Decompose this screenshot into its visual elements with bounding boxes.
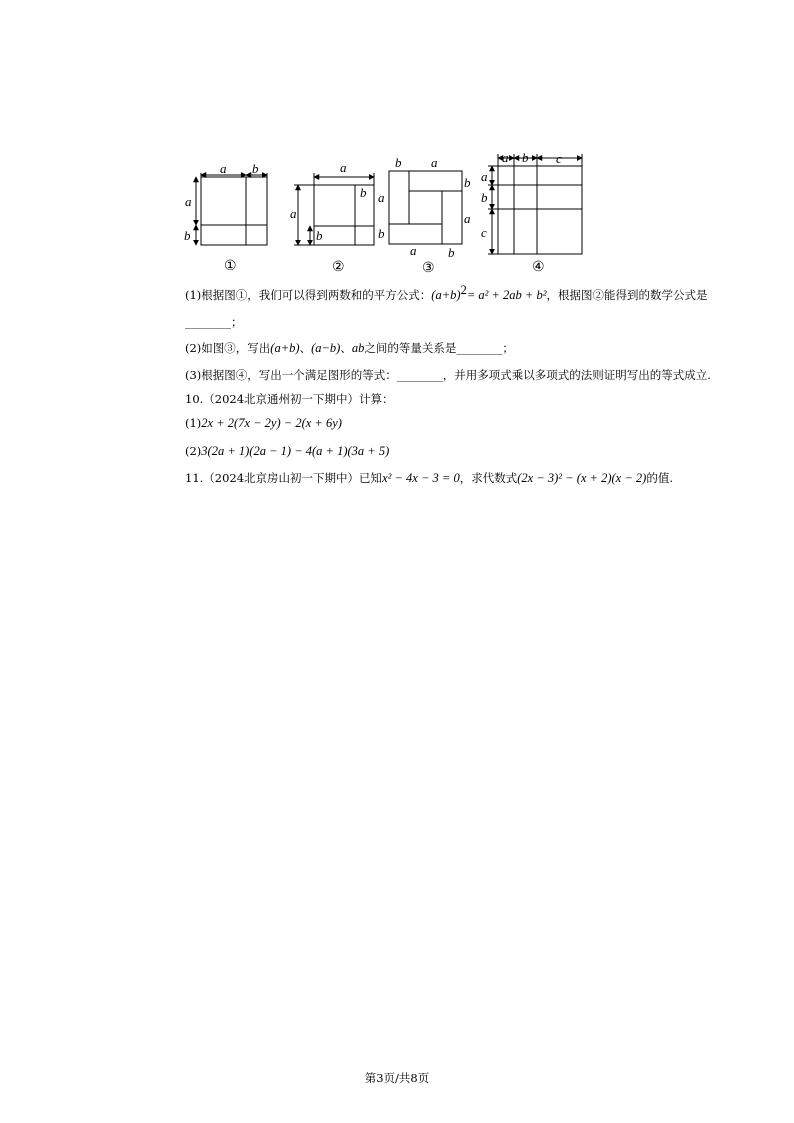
q10-p2-expr: 3(2a + 1)(2a − 1) − 4(a + 1)(3a + 5) — [201, 444, 390, 458]
fig3-square — [389, 171, 462, 244]
q3-blank: ________ — [396, 368, 443, 382]
question-1-answer-line — [185, 314, 243, 330]
q2-term-1: (a+b) — [270, 341, 300, 355]
fig2-label-left-a: a — [290, 206, 297, 221]
fig4-label-left-b: b — [481, 190, 488, 205]
q2-term-3: ab — [351, 341, 365, 355]
fig3-label-bottom-b: b — [448, 245, 455, 260]
q2-mid: 之间的等量关系是 — [364, 341, 457, 355]
q2-term-2: (a−b) — [311, 341, 341, 355]
fig3-number: ③ — [422, 261, 435, 276]
fig1-label-left-a: a — [185, 194, 192, 209]
q2-sep-1: 、 — [299, 341, 312, 355]
q1-formula-lhs: (a+b) — [431, 288, 461, 302]
fig4-label-left-a: a — [481, 169, 488, 184]
fig1-square — [201, 177, 267, 245]
fig1-label-top-a: a — [220, 161, 227, 176]
figures-row — [180, 150, 600, 280]
q3-text-1: (3)根据图④，写出一个满足图形的等式： — [185, 368, 397, 382]
q10-p1-label: (1) — [185, 416, 202, 430]
q1-formula-rhs: = a² + 2ab + b² — [466, 288, 547, 302]
fig4-label-top-b: b — [522, 150, 529, 165]
q2-blank: ________ — [456, 341, 503, 355]
geometry-figures — [180, 150, 600, 280]
fig3-label-right-a: a — [464, 211, 471, 226]
q11-end: 的值. — [646, 471, 673, 485]
q10-p2-label: (2) — [185, 444, 202, 458]
fig2-number: ② — [332, 260, 345, 275]
fig3-label-top-b: b — [395, 155, 402, 170]
fig2-label-top-a: a — [340, 160, 347, 175]
q1-blank: ________ — [185, 315, 231, 329]
q11-expression: (2x − 3)² − (x + 2)(x − 2) — [517, 471, 647, 485]
fig4-label-left-c: c — [481, 225, 487, 240]
q10-p1-expr: 2x + 2(7x − 2y) − 2(x + 6y) — [201, 416, 342, 430]
question-10-part-1 — [185, 415, 342, 431]
fig4-number: ④ — [532, 260, 545, 275]
page-footer: 第3页/共8页 — [364, 1071, 430, 1085]
fig3-label-right-b: b — [464, 175, 471, 190]
question-1 — [185, 283, 708, 303]
fig2-label-inner-b: b — [316, 228, 323, 243]
fig3-label-top-a: a — [431, 155, 438, 170]
q1-formula-exp: 2 — [460, 283, 467, 298]
fig3-label-left-a: a — [378, 190, 385, 205]
fig1-label-top-b: b — [252, 161, 259, 176]
fig3-label-bottom-a: a — [410, 243, 417, 258]
q2-end: ； — [502, 341, 514, 355]
question-11 — [185, 470, 673, 486]
fig1-number: ① — [224, 259, 237, 274]
fig4-label-top-c: c — [556, 151, 562, 166]
fig1-label-left-b: b — [184, 228, 191, 243]
question-3 — [185, 367, 711, 383]
q3-text-2: ，并用多项式乘以多项式的法则证明写出的等式成立. — [442, 368, 711, 382]
q2-sep-2: 、 — [340, 341, 352, 355]
fig2-label-right-b: b — [360, 185, 367, 200]
fig3-label-left-b: b — [378, 226, 385, 241]
question-2 — [185, 340, 514, 356]
question-10-part-2 — [185, 443, 389, 459]
q11-prefix: 11.（2024北京房山初一下期中）已知 — [185, 471, 383, 485]
fig4-label-top-a: a — [502, 150, 509, 165]
q1-prefix: (1)根据图①，我们可以得到两数和的平方公式： — [185, 288, 432, 302]
q2-prefix: (2)如图③，写出 — [185, 341, 271, 355]
fig4-square — [498, 166, 582, 254]
q11-condition: x² − 4x − 3 = 0 — [382, 471, 460, 485]
q1-suffix: ，根据图②能得到的数学公式是 — [546, 288, 708, 302]
question-10-title: 10.（2024北京通州初一下期中）计算： — [185, 392, 394, 406]
q1-end: ； — [231, 315, 243, 329]
q11-mid: ，求代数式 — [459, 471, 518, 485]
